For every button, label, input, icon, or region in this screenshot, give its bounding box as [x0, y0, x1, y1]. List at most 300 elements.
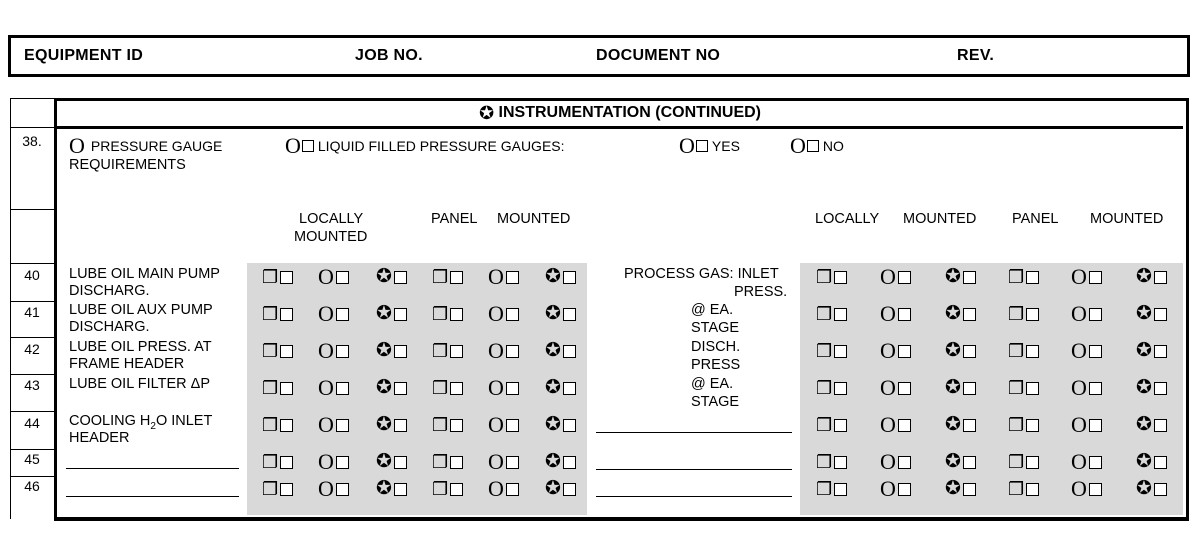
shadow-box-icon: ❐ — [262, 341, 279, 361]
checkbox-icon[interactable] — [963, 382, 976, 395]
gauge-option-cell[interactable] — [545, 414, 576, 436]
star-icon: ✪ — [945, 478, 961, 499]
process-gas-label: @ EA. — [691, 302, 734, 318]
gauge-option-cell[interactable] — [880, 377, 911, 399]
row-label: FRAME HEADER — [69, 356, 185, 372]
shadow-box-icon: ❐ — [1008, 452, 1025, 472]
gauge-option-cell[interactable] — [945, 340, 976, 362]
gauge-option-cell[interactable] — [1136, 266, 1167, 288]
circle-icon: O — [1071, 412, 1087, 437]
gauge-option-cell[interactable] — [318, 340, 349, 362]
document-no-label: DOCUMENT NO — [596, 47, 721, 64]
star-icon: ✪ — [478, 103, 495, 123]
gauge-option-cell[interactable] — [488, 377, 519, 399]
checkbox-icon[interactable] — [834, 419, 847, 432]
checkbox-icon[interactable] — [336, 382, 349, 395]
star-icon: ✪ — [1136, 451, 1152, 472]
gauge-option-cell[interactable] — [1071, 340, 1102, 362]
checkbox-icon[interactable] — [302, 140, 314, 152]
yes-option[interactable] — [679, 133, 740, 158]
shadow-box-icon: ❐ — [262, 378, 279, 398]
section-title-divider — [57, 126, 1183, 129]
gauge-option-cell[interactable] — [262, 266, 293, 288]
gauge-option-cell[interactable] — [1136, 340, 1167, 362]
checkbox-icon[interactable] — [280, 382, 293, 395]
checkbox-icon[interactable] — [280, 483, 293, 496]
circle-icon: O — [318, 375, 334, 400]
circle-icon: O — [679, 133, 695, 158]
pressure-gauge-option[interactable] — [69, 133, 223, 158]
row-label: LUBE OIL AUX PUMP — [69, 302, 213, 318]
shadow-box-icon: ❐ — [432, 267, 449, 287]
gauge-option-cell[interactable] — [488, 340, 519, 362]
shadow-box-icon: ❐ — [816, 479, 833, 499]
checkbox-icon[interactable] — [1026, 483, 1039, 496]
gauge-option-cell[interactable] — [318, 451, 349, 473]
checkbox-icon[interactable] — [394, 483, 407, 496]
gauge-option-cell[interactable] — [376, 414, 407, 436]
process-gas-label: DISCH. — [691, 339, 741, 355]
gauge-option-cell[interactable] — [545, 451, 576, 473]
gauge-option-cell[interactable] — [432, 377, 463, 399]
gauge-option-cell[interactable] — [545, 303, 576, 325]
gauge-option-cell[interactable] — [880, 478, 911, 500]
gauge-option-cell[interactable] — [488, 414, 519, 436]
shadow-box-icon: ❐ — [262, 304, 279, 324]
gauge-option-cell[interactable] — [432, 478, 463, 500]
checkbox-icon[interactable] — [963, 419, 976, 432]
checkbox-icon[interactable] — [280, 456, 293, 469]
checkbox-icon[interactable] — [1026, 308, 1039, 321]
gauge-option-cell[interactable] — [1008, 340, 1039, 362]
checkbox-icon[interactable] — [506, 483, 519, 496]
checkbox-icon[interactable] — [336, 456, 349, 469]
checkbox-icon[interactable] — [1026, 271, 1039, 284]
star-icon: ✪ — [1136, 303, 1152, 324]
gauge-option-cell[interactable] — [545, 340, 576, 362]
checkbox-icon[interactable] — [696, 140, 708, 152]
checkbox-icon[interactable] — [834, 271, 847, 284]
star-icon: ✪ — [1136, 478, 1152, 499]
checkbox-icon[interactable] — [394, 419, 407, 432]
gauge-option-cell[interactable] — [432, 303, 463, 325]
gauge-option-cell[interactable] — [816, 478, 847, 500]
gauge-option-cell[interactable] — [1071, 478, 1102, 500]
checkbox-icon[interactable] — [1154, 271, 1167, 284]
row-label: DISCHARG. — [69, 283, 150, 299]
gauge-option-cell[interactable] — [262, 478, 293, 500]
circle-icon: O — [318, 412, 334, 437]
circle-icon: O — [488, 449, 504, 474]
checkbox-icon[interactable] — [834, 483, 847, 496]
checkbox-icon[interactable] — [963, 345, 976, 358]
circle-icon: O — [1071, 264, 1087, 289]
yes-label: YES — [711, 138, 740, 154]
checkbox-icon[interactable] — [1026, 419, 1039, 432]
gauge-option-cell[interactable] — [945, 266, 976, 288]
gauge-option-cell[interactable] — [945, 451, 976, 473]
checkbox-icon[interactable] — [1026, 456, 1039, 469]
checkbox-icon[interactable] — [1089, 456, 1102, 469]
gauge-option-cell[interactable] — [488, 303, 519, 325]
checkbox-icon[interactable] — [898, 483, 911, 496]
circle-icon: O — [1071, 476, 1087, 501]
checkbox-icon[interactable] — [336, 483, 349, 496]
shadow-box-icon: ❐ — [816, 378, 833, 398]
row-number: 44 — [24, 415, 40, 431]
col-header-left-locally: LOCALLY — [299, 211, 364, 227]
gauge-option-cell[interactable] — [1071, 451, 1102, 473]
row-divider — [10, 209, 54, 210]
row-label: LUBE OIL FILTER ΔP — [69, 376, 211, 392]
circle-icon: O — [880, 375, 896, 400]
shadow-box-icon: ❐ — [1008, 341, 1025, 361]
circle-icon: O — [488, 375, 504, 400]
star-icon: ✪ — [545, 303, 561, 324]
shadow-box-icon: ❐ — [816, 415, 833, 435]
gauge-option-cell[interactable] — [1008, 414, 1039, 436]
checkbox-icon[interactable] — [563, 382, 576, 395]
checkbox-icon[interactable] — [963, 483, 976, 496]
gauge-option-cell[interactable] — [1136, 377, 1167, 399]
gauge-option-cell[interactable] — [880, 340, 911, 362]
gauge-option-cell[interactable] — [318, 478, 349, 500]
checkbox-icon[interactable] — [898, 456, 911, 469]
gauge-option-cell[interactable] — [318, 303, 349, 325]
star-icon: ✪ — [1136, 414, 1152, 435]
gauge-option-cell[interactable] — [1071, 377, 1102, 399]
shadow-box-icon: ❐ — [262, 479, 279, 499]
gauge-option-cell[interactable] — [816, 340, 847, 362]
col-header-left-panel: PANEL — [431, 211, 478, 227]
col-header-left-locally-mounted: MOUNTED — [294, 229, 368, 245]
gauge-option-cell[interactable] — [376, 303, 407, 325]
blank-fill-line[interactable] — [596, 496, 792, 497]
checkbox-icon[interactable] — [1089, 308, 1102, 321]
gauge-option-cell[interactable] — [880, 451, 911, 473]
row-label: LUBE OIL PRESS. AT — [69, 339, 212, 355]
checkbox-icon[interactable] — [963, 308, 976, 321]
checkbox-icon[interactable] — [1154, 382, 1167, 395]
checkbox-icon[interactable] — [1089, 345, 1102, 358]
checkbox-icon[interactable] — [963, 271, 976, 284]
process-gas-label: STAGE — [691, 320, 740, 336]
checkbox-icon[interactable] — [1154, 345, 1167, 358]
row-number: 45 — [24, 451, 40, 467]
circle-icon: O — [1071, 301, 1087, 326]
circle-icon: O — [318, 338, 334, 363]
checkbox-icon[interactable] — [506, 308, 519, 321]
blank-fill-line[interactable] — [66, 496, 239, 497]
gauge-option-cell[interactable] — [318, 377, 349, 399]
star-icon: ✪ — [545, 377, 561, 398]
star-icon: ✪ — [376, 414, 392, 435]
col-header-right-panel: PANEL — [1012, 211, 1059, 227]
checkbox-icon[interactable] — [280, 345, 293, 358]
gauge-option-cell[interactable] — [1008, 377, 1039, 399]
row-divider — [10, 127, 54, 128]
star-icon: ✪ — [545, 451, 561, 472]
gauge-option-cell[interactable] — [376, 266, 407, 288]
blank-fill-line[interactable] — [66, 468, 239, 469]
checkbox-icon[interactable] — [394, 271, 407, 284]
row-divider — [10, 301, 54, 302]
row-number: 42 — [24, 341, 40, 357]
circle-icon: O — [69, 133, 85, 158]
gauge-option-cell[interactable] — [1136, 478, 1167, 500]
gauge-option-cell[interactable] — [816, 303, 847, 325]
star-icon: ✪ — [945, 266, 961, 287]
gauge-option-cell[interactable] — [1071, 303, 1102, 325]
checkbox-icon[interactable] — [280, 308, 293, 321]
checkbox-icon[interactable] — [450, 419, 463, 432]
gauge-option-cell[interactable] — [816, 451, 847, 473]
circle-icon: O — [1071, 338, 1087, 363]
gauge-option-cell[interactable] — [1071, 266, 1102, 288]
gauge-option-cell[interactable] — [376, 478, 407, 500]
gauge-option-cell[interactable] — [432, 340, 463, 362]
gauge-option-cell[interactable] — [488, 478, 519, 500]
no-option[interactable] — [790, 133, 844, 158]
gauge-option-cell[interactable] — [816, 414, 847, 436]
checkbox-icon[interactable] — [898, 345, 911, 358]
checkbox-icon[interactable] — [898, 419, 911, 432]
circle-icon: O — [1071, 449, 1087, 474]
circle-icon: O — [880, 449, 896, 474]
shadow-box-icon: ❐ — [816, 452, 833, 472]
gauge-option-cell[interactable] — [262, 340, 293, 362]
checkbox-icon[interactable] — [563, 483, 576, 496]
gauge-option-cell[interactable] — [1008, 303, 1039, 325]
col-header-left-mounted: MOUNTED — [497, 211, 571, 227]
star-icon: ✪ — [945, 340, 961, 361]
col-header-right-mounted: MOUNTED — [903, 211, 977, 227]
process-gas-label: PRESS. — [734, 284, 788, 300]
checkbox-icon[interactable] — [898, 271, 911, 284]
gauge-option-cell[interactable] — [432, 414, 463, 436]
row-divider — [10, 449, 54, 450]
star-icon: ✪ — [376, 266, 392, 287]
pressure-gauge-label-2: REQUIREMENTS — [69, 157, 186, 173]
row-label: HEADER — [69, 430, 130, 446]
rev-label: REV. — [957, 47, 995, 64]
checkbox-icon[interactable] — [506, 382, 519, 395]
checkbox-icon[interactable] — [1154, 308, 1167, 321]
gauge-option-cell[interactable] — [1136, 451, 1167, 473]
checkbox-icon[interactable] — [834, 456, 847, 469]
circle-icon: O — [880, 412, 896, 437]
checkbox-icon[interactable] — [963, 456, 976, 469]
row-label: LUBE OIL MAIN PUMP — [69, 266, 220, 282]
checkbox-icon[interactable] — [394, 382, 407, 395]
col-header-right-locally: LOCALLY — [815, 211, 880, 227]
star-icon: ✪ — [1136, 340, 1152, 361]
checkbox-icon[interactable] — [336, 308, 349, 321]
gauge-option-cell[interactable] — [432, 266, 463, 288]
checkbox-icon[interactable] — [280, 271, 293, 284]
checkbox-icon[interactable] — [450, 483, 463, 496]
checkbox-icon[interactable] — [563, 419, 576, 432]
gauge-option-cell[interactable] — [945, 303, 976, 325]
checkbox-icon[interactable] — [1026, 345, 1039, 358]
shadow-box-icon: ❐ — [432, 415, 449, 435]
circle-icon: O — [488, 412, 504, 437]
gauge-option-cell[interactable] — [880, 303, 911, 325]
gauge-option-cell[interactable] — [545, 478, 576, 500]
star-icon: ✪ — [945, 303, 961, 324]
checkbox-icon[interactable] — [834, 382, 847, 395]
gauge-option-cell[interactable] — [945, 414, 976, 436]
checkbox-icon[interactable] — [1089, 483, 1102, 496]
shadow-box-icon: ❐ — [816, 304, 833, 324]
checkbox-icon[interactable] — [280, 419, 293, 432]
gauge-option-cell[interactable] — [318, 266, 349, 288]
circle-icon: O — [1071, 375, 1087, 400]
star-icon: ✪ — [545, 478, 561, 499]
row-divider — [10, 476, 54, 477]
process-gas-label: @ EA. — [691, 376, 734, 392]
shadow-box-icon: ❐ — [262, 452, 279, 472]
checkbox-icon[interactable] — [336, 271, 349, 284]
liquid-filled-option[interactable] — [285, 133, 565, 158]
gauge-option-cell[interactable] — [816, 266, 847, 288]
checkbox-icon[interactable] — [898, 308, 911, 321]
star-icon: ✪ — [545, 340, 561, 361]
shadow-box-icon: ❐ — [432, 452, 449, 472]
star-icon: ✪ — [1136, 377, 1152, 398]
checkbox-icon[interactable] — [1154, 483, 1167, 496]
checkbox-icon[interactable] — [563, 456, 576, 469]
blank-fill-line[interactable] — [596, 469, 792, 470]
row-label: COOLING $H_2O$ INLET — [69, 413, 213, 432]
checkbox-icon[interactable] — [834, 345, 847, 358]
gauge-option-cell[interactable] — [545, 377, 576, 399]
shadow-box-icon: ❐ — [1008, 267, 1025, 287]
process-gas-label: PRESS — [691, 357, 741, 373]
gauge-option-cell[interactable] — [945, 377, 976, 399]
section-title: ✪ INSTRUMENTATION (CONTINUED) — [478, 103, 762, 123]
gauge-option-cell[interactable] — [376, 340, 407, 362]
checkbox-icon[interactable] — [834, 308, 847, 321]
gauge-option-cell[interactable] — [1008, 266, 1039, 288]
checkbox-icon[interactable] — [450, 345, 463, 358]
circle-icon: O — [488, 476, 504, 501]
shadow-box-icon: ❐ — [1008, 304, 1025, 324]
gauge-option-cell[interactable] — [488, 451, 519, 473]
checkbox-icon[interactable] — [1154, 456, 1167, 469]
shadow-box-icon: ❐ — [1008, 479, 1025, 499]
checkbox-icon[interactable] — [1089, 271, 1102, 284]
gauge-option-cell[interactable] — [318, 414, 349, 436]
checkbox-icon[interactable] — [450, 382, 463, 395]
shadow-box-icon: ❐ — [432, 304, 449, 324]
star-icon: ✪ — [376, 303, 392, 324]
process-gas-label: STAGE — [691, 394, 740, 410]
star-icon: ✪ — [376, 340, 392, 361]
checkbox-icon[interactable] — [807, 140, 819, 152]
gauge-option-cell[interactable] — [945, 478, 976, 500]
checkbox-icon[interactable] — [1154, 419, 1167, 432]
circle-icon: O — [318, 476, 334, 501]
circle-icon: O — [488, 301, 504, 326]
checkbox-icon[interactable] — [506, 271, 519, 284]
checkbox-icon[interactable] — [1089, 382, 1102, 395]
checkbox-icon[interactable] — [1089, 419, 1102, 432]
shadow-box-icon: ❐ — [816, 341, 833, 361]
circle-icon: O — [318, 301, 334, 326]
checkbox-icon[interactable] — [394, 456, 407, 469]
checkbox-icon[interactable] — [506, 456, 519, 469]
shadow-box-icon: ❐ — [1008, 378, 1025, 398]
checkbox-icon[interactable] — [450, 456, 463, 469]
row-number: 40 — [24, 267, 40, 283]
gauge-option-cell[interactable] — [488, 266, 519, 288]
checkbox-icon[interactable] — [506, 419, 519, 432]
checkbox-icon[interactable] — [336, 419, 349, 432]
checkbox-icon[interactable] — [898, 382, 911, 395]
checkbox-icon[interactable] — [1026, 382, 1039, 395]
liquid-filled-label: LIQUID FILLED PRESSURE GAUGES: — [317, 138, 565, 154]
gauge-option-cell[interactable] — [262, 451, 293, 473]
star-icon: ✪ — [545, 414, 561, 435]
gauge-option-cell[interactable] — [1071, 414, 1102, 436]
gauge-option-cell[interactable] — [880, 414, 911, 436]
checkbox-icon[interactable] — [563, 345, 576, 358]
gauge-option-cell[interactable] — [262, 414, 293, 436]
row-number: 46 — [24, 478, 40, 494]
checkbox-icon[interactable] — [450, 308, 463, 321]
shadow-box-icon: ❐ — [432, 341, 449, 361]
checkbox-icon[interactable] — [563, 308, 576, 321]
shadow-box-icon: ❐ — [262, 267, 279, 287]
row-divider — [10, 374, 54, 375]
circle-icon: O — [880, 264, 896, 289]
checkbox-icon[interactable] — [450, 271, 463, 284]
star-icon: ✪ — [945, 414, 961, 435]
circle-icon: O — [318, 264, 334, 289]
circle-icon: O — [880, 301, 896, 326]
shadow-box-icon: ❐ — [432, 479, 449, 499]
checkbox-icon[interactable] — [394, 345, 407, 358]
gauge-option-cell[interactable] — [376, 377, 407, 399]
col-header-right-mounted-2: MOUNTED — [1090, 211, 1164, 227]
gauge-option-cell[interactable] — [432, 451, 463, 473]
gauge-option-cell[interactable] — [1008, 451, 1039, 473]
gauge-option-cell[interactable] — [880, 266, 911, 288]
gauge-option-cell[interactable] — [1008, 478, 1039, 500]
row-number: 38. — [22, 133, 42, 149]
gauge-option-cell[interactable] — [262, 303, 293, 325]
blank-fill-line[interactable] — [596, 432, 792, 433]
checkbox-icon[interactable] — [336, 345, 349, 358]
gauge-option-cell[interactable] — [262, 377, 293, 399]
checkbox-icon[interactable] — [394, 308, 407, 321]
circle-icon: O — [488, 264, 504, 289]
gauge-option-cell[interactable] — [376, 451, 407, 473]
gauge-option-cell[interactable] — [1136, 303, 1167, 325]
star-icon: ✪ — [376, 377, 392, 398]
gauge-option-cell[interactable] — [545, 266, 576, 288]
checkbox-icon[interactable] — [506, 345, 519, 358]
circle-icon: O — [488, 338, 504, 363]
row-number: 41 — [24, 304, 40, 320]
checkbox-icon[interactable] — [563, 271, 576, 284]
gauge-option-cell[interactable] — [1136, 414, 1167, 436]
row-divider — [10, 411, 54, 412]
star-icon: ✪ — [945, 451, 961, 472]
circle-icon: O — [880, 338, 896, 363]
gauge-option-cell[interactable] — [816, 377, 847, 399]
